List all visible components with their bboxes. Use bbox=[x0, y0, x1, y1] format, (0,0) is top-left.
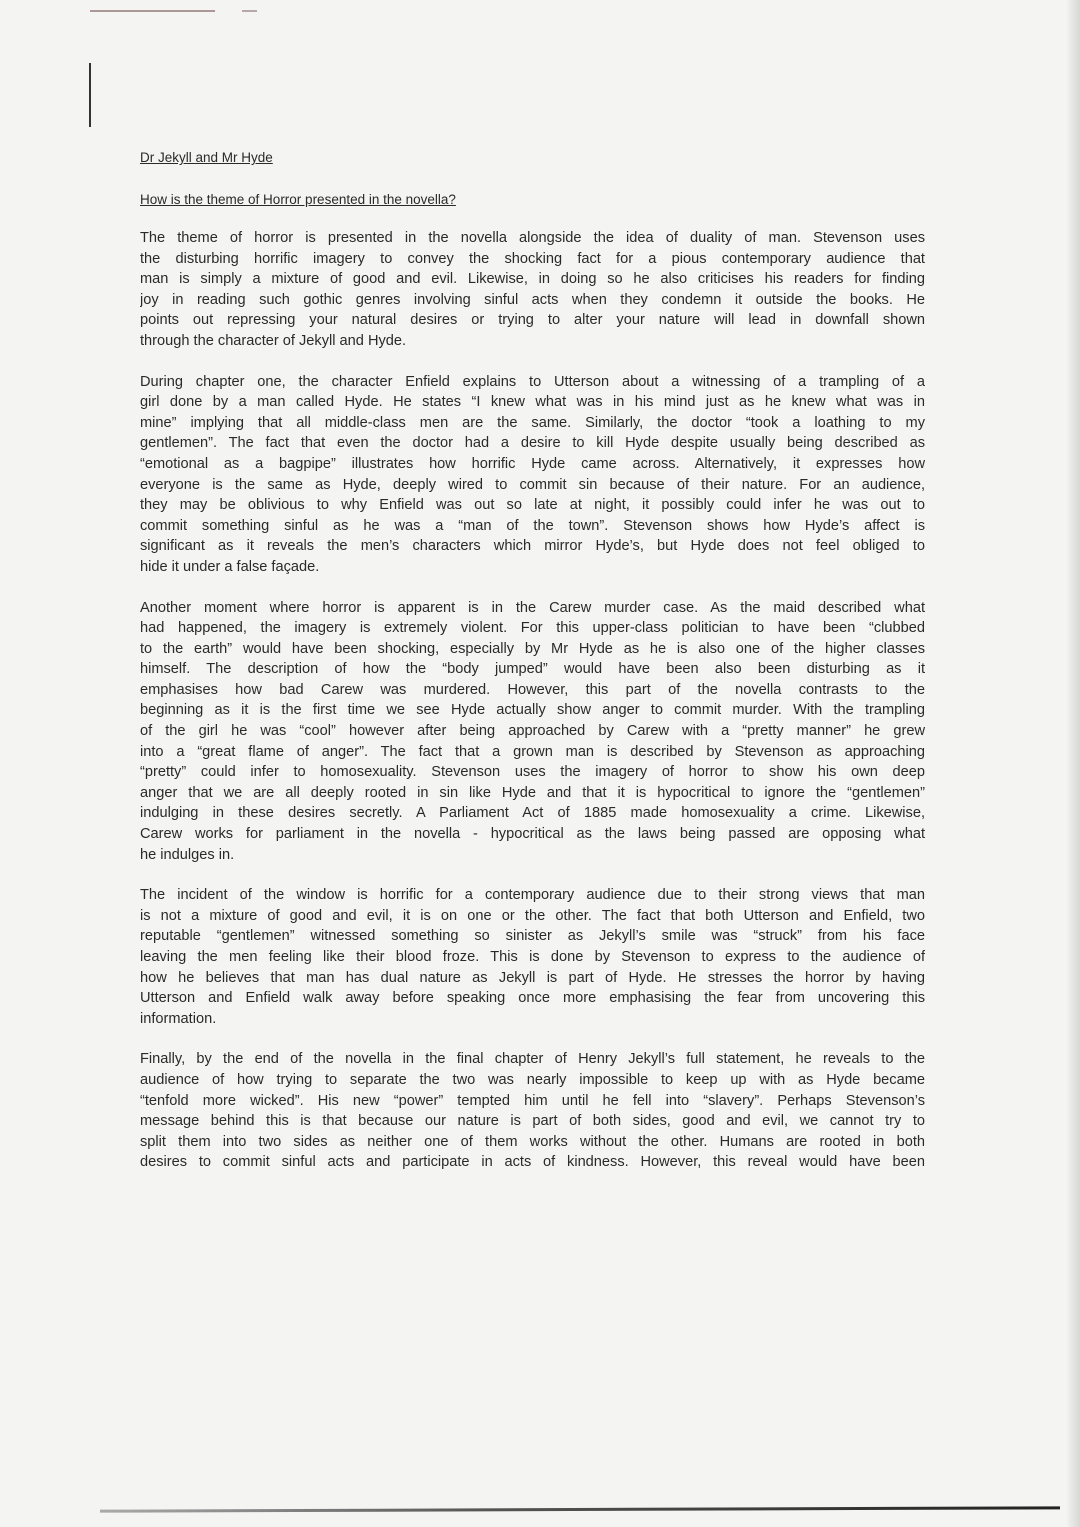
paragraph bbox=[140, 598, 925, 866]
text-line: indulging in these desires secretly. A Parliament Act of 1885 made homosexuality a crime. Likewise, bbox=[140, 805, 925, 822]
text-line: man is simply a mixture of good and evil. Likewise, in doing so he also criticises his readers for finding bbox=[140, 271, 925, 288]
text-line: had happened, the imagery is extremely violent. For this upper-class politician to have been “clubbed bbox=[140, 620, 925, 637]
text-line: message behind this is that because our nature is part of both sides, good and evil, we cannot try to bbox=[140, 1113, 925, 1130]
text-line: gentlemen”. The fact that even the doctor had a desire to kill Hyde despite usually being described as bbox=[140, 435, 925, 452]
text-line: Carew works for parliament in the novella - hypocritical as the laws being passed are opposing what bbox=[140, 826, 925, 843]
text-line: “pretty” could infer to homosexuality. Stevenson uses the imagery of horror to show his own deep bbox=[140, 764, 925, 781]
text-line: reputable “gentlemen” witnessed something so sinister as Jekyll’s smile was “struck” from his face bbox=[140, 928, 925, 945]
text-line: significant as it reveals the men’s characters which mirror Hyde’s, but Hyde does not feel obliged to bbox=[140, 538, 925, 555]
text-line: into a “great flame of anger”. The fact that a grown man is described by Stevenson as approaching bbox=[140, 743, 925, 760]
text-line: he indulges in. bbox=[140, 846, 235, 863]
page-bottom-edge bbox=[100, 1506, 1060, 1512]
paragraph bbox=[140, 885, 925, 1029]
text-line: hide it under a false façade. bbox=[140, 558, 320, 575]
text-line: the disturbing horrific imagery to convey the shocking fact for a pious contemporary audience that bbox=[140, 250, 925, 267]
margin-mark bbox=[89, 63, 91, 127]
text-line: information. bbox=[140, 1010, 217, 1027]
text-line: During chapter one, the character Enfield explains to Utterson about a witnessing of a trampling of a bbox=[140, 373, 925, 390]
text-line: Utterson and Enfield walk away before speaking once more emphasising the fear from uncovering this bbox=[140, 990, 925, 1007]
scan-artifact-top-small bbox=[242, 10, 257, 12]
text-line: through the character of Jekyll and Hyde. bbox=[140, 332, 407, 349]
text-line: of the girl he was “cool” however after being approached by Carew with a “pretty manner” he grew bbox=[140, 723, 925, 740]
text-line: himself. The description of how the “body jumped” would have been also been disturbing as it bbox=[140, 661, 925, 678]
scan-shadow bbox=[1066, 0, 1080, 1527]
text-line: points out repressing your natural desires or trying to alter your nature will lead in downfall shown bbox=[140, 312, 925, 329]
paragraph bbox=[140, 372, 925, 578]
text-line: is not a mixture of good and evil, it is on one or the other. The fact that both Utterson and Enfield, two bbox=[140, 907, 925, 924]
text-line: commit something sinful as he was a “man of the town”. Stevenson shows how Hyde’s affect is bbox=[140, 517, 925, 534]
scan-artifact-top bbox=[90, 10, 215, 12]
text-line: how he believes that man has dual nature as Jekyll is part of Hyde. He stresses the horror by having bbox=[140, 969, 925, 986]
paragraphs bbox=[140, 228, 925, 1173]
text-line: “tenfold more wicked”. His new “power” tempted him until he fell into “slavery”. Perhaps Stevenson’s bbox=[140, 1092, 925, 1109]
text-line: everyone is the same as Hyde, deeply wired to commit sin because of their nature. For an audience, bbox=[140, 476, 925, 493]
text-line: girl done by a man called Hyde. He states “I knew what was in his mind just as he knew what was in bbox=[140, 394, 925, 411]
text-line: Finally, by the end of the novella in the final chapter of Henry Jekyll’s full statement, he reveals to the bbox=[140, 1051, 925, 1068]
text-line: “emotional as a bagpipe” illustrates how horrific Hyde came across. Alternatively, it expresses how bbox=[140, 455, 925, 472]
text-line: anger that we are all deeply rooted in sin like Hyde and that it is hypocritical to ignore the “gentlemen” bbox=[140, 784, 925, 801]
document-body bbox=[140, 148, 925, 1193]
text-line: mine” implying that all middle-class men are the same. Similarly, the doctor “took a loathing to my bbox=[140, 414, 925, 431]
text-line: to the earth” would have been shocking, especially by Mr Hyde as he is also one of the higher classes bbox=[140, 640, 925, 657]
text-line: The incident of the window is horrific for a contemporary audience due to their strong views that man bbox=[140, 887, 925, 904]
text-line: Another moment where horror is apparent is in the Carew murder case. As the maid described what bbox=[140, 599, 925, 616]
text-line: The theme of horror is presented in the novella alongside the idea of duality of man. Stevenson uses bbox=[140, 230, 925, 246]
text-line: leaving the men feeling like their blood froze. This is done by Stevenson to express to the audience of bbox=[140, 949, 925, 965]
text-line: split them into two sides as neither one of them works without the other. Humans are rooted in both bbox=[140, 1133, 925, 1150]
paragraph bbox=[140, 228, 925, 352]
text-line: joy in reading such gothic genres involving sinful acts when they condemn it outside the books. He bbox=[140, 291, 925, 308]
paragraph bbox=[140, 1049, 925, 1173]
text-line: they may be oblivious to why Enfield was out so late at night, it possibly could infer he was out to bbox=[140, 497, 925, 514]
text-line: beginning as it is the first time we see Hyde actually show anger to commit murder. With the trampling bbox=[140, 702, 925, 719]
text-line: desires to commit sinful acts and participate in acts of kindness. However, this reveal would have been bbox=[140, 1154, 925, 1171]
document-title: Dr Jekyll and Mr Hyde bbox=[140, 150, 273, 165]
essay-question: How is the theme of Horror presented in the novella? bbox=[140, 192, 456, 207]
text-line: audience of how trying to separate the two was nearly impossible to keep up with as Hyde became bbox=[140, 1071, 925, 1088]
text-line: emphasises how bad Carew was murdered. However, this part of the novella contrasts to the bbox=[140, 681, 925, 698]
